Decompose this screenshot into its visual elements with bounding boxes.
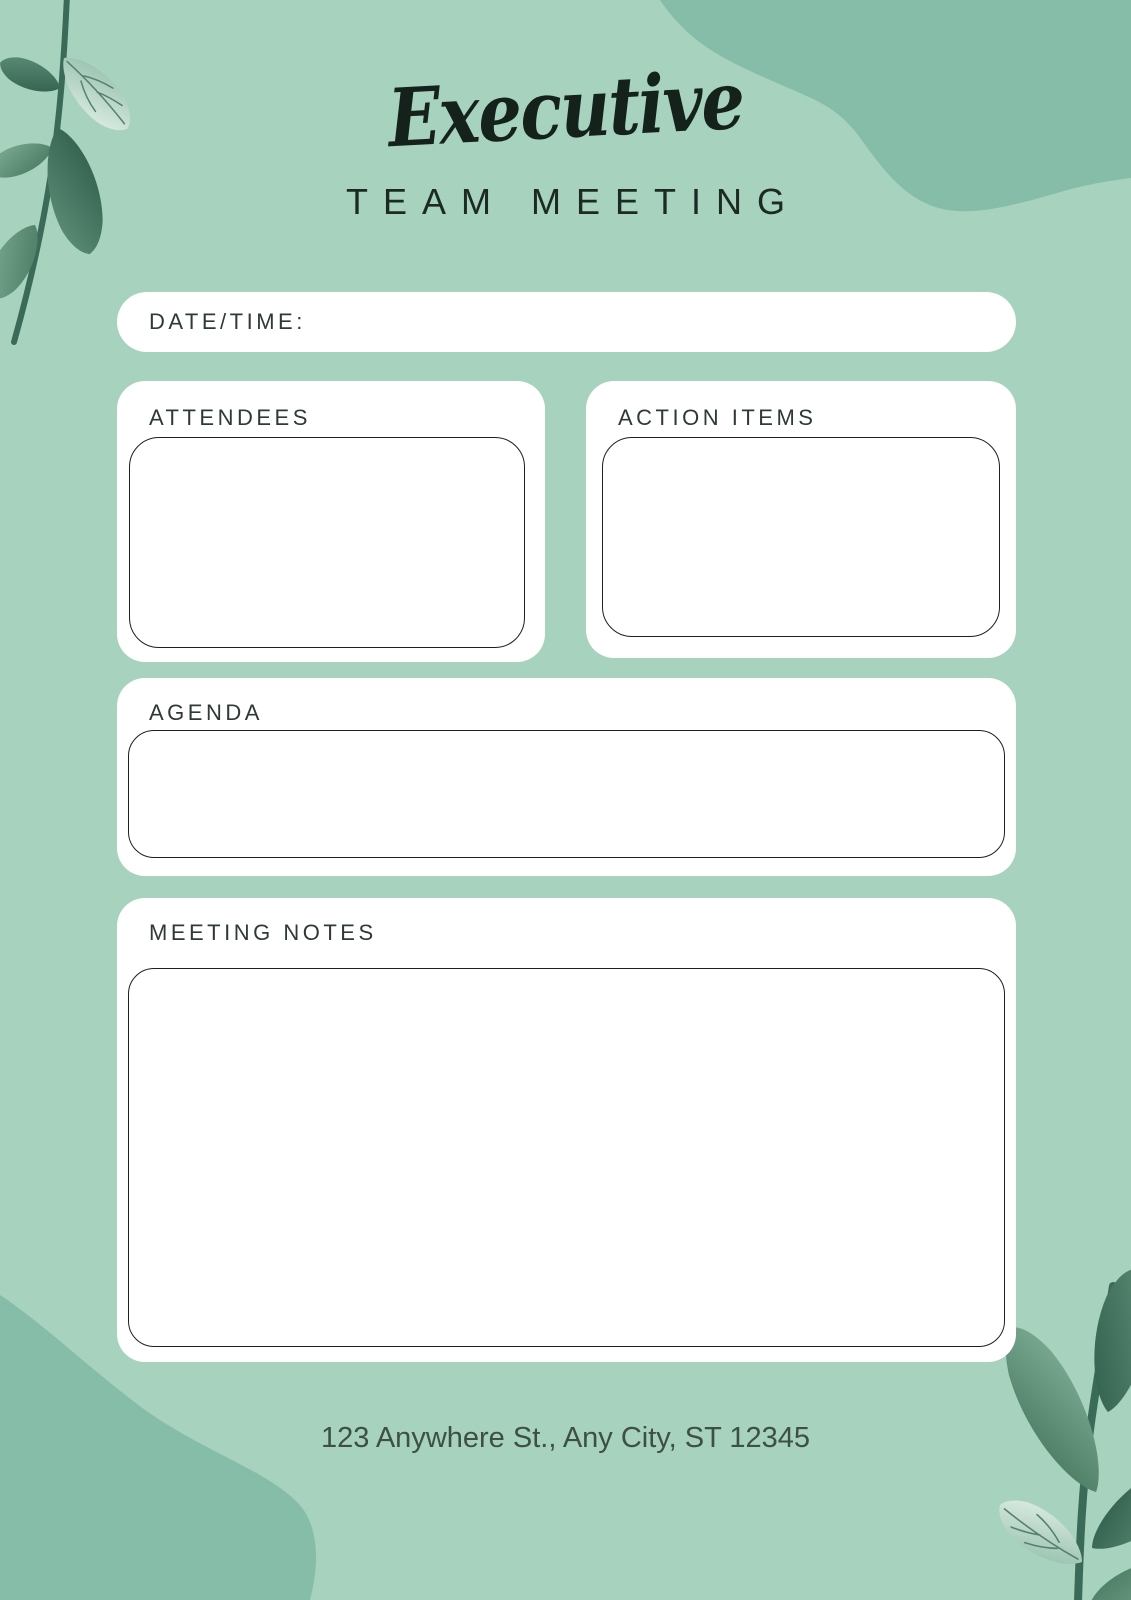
agenda-input-area[interactable] <box>128 730 1005 858</box>
attendees-card <box>117 381 545 662</box>
leaf-branch-top-left-illustration <box>0 0 142 342</box>
agenda-card <box>117 678 1016 876</box>
datetime-card <box>117 292 1016 352</box>
attendees-input-area[interactable] <box>129 437 525 648</box>
agenda-label: AGENDA <box>149 700 263 725</box>
action-items-label: ACTION ITEMS <box>618 405 817 430</box>
attendees-label: ATTENDEES <box>149 405 311 430</box>
meeting-notes-input-area[interactable] <box>128 968 1005 1347</box>
datetime-input-area[interactable] <box>306 292 1016 352</box>
page-title-script-text: Executive <box>385 52 746 166</box>
page-title-script <box>0 52 1131 166</box>
meeting-notes-card <box>117 898 1016 1362</box>
datetime-label: DATE/TIME: <box>149 308 306 334</box>
meeting-notes-label: MEETING NOTES <box>149 920 377 945</box>
page-title-subtitle: TEAM MEETING <box>345 181 800 222</box>
footer-address: 123 Anywhere St., Any City, ST 12345 <box>321 1422 810 1454</box>
action-items-card <box>586 381 1016 658</box>
action-items-input-area[interactable] <box>602 437 1000 637</box>
